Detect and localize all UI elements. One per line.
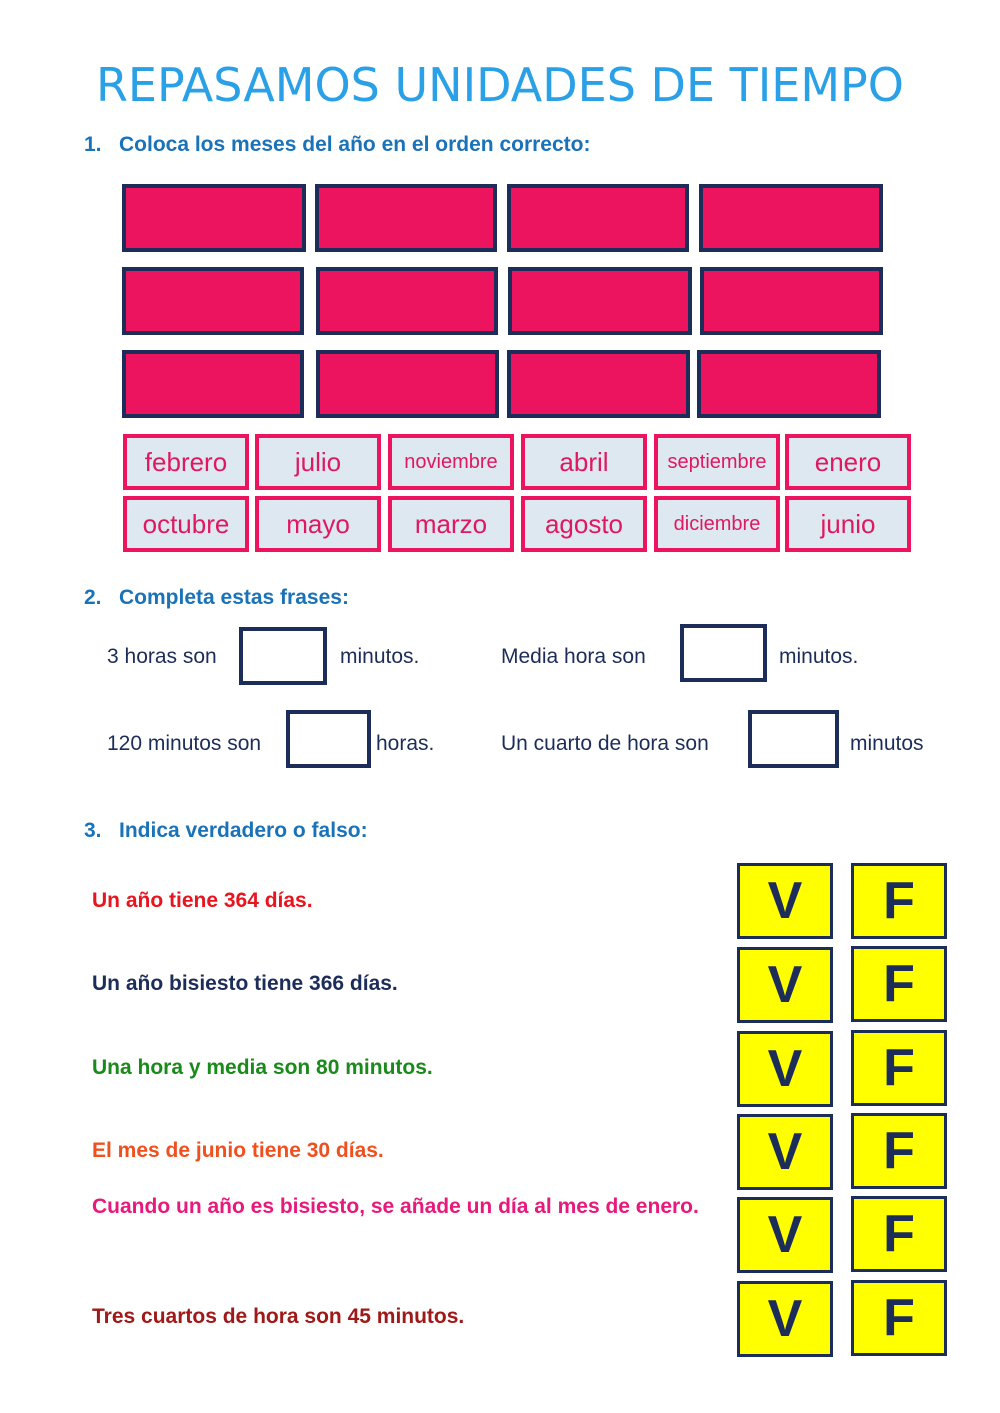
section-instruction: Coloca los meses del año en el orden correcto: [119,133,591,156]
sentence-2-before: Media hora son [501,645,646,668]
true-button[interactable]: V [737,863,833,939]
sentence-1-before: 3 horas son [107,645,217,668]
month-drop-slot-3[interactable] [507,184,689,252]
statement-6: Tres cuartos de hora son 45 minutos. [92,1305,465,1328]
month-drop-slot-12[interactable] [697,350,881,418]
page-title: REPASAMOS UNIDADES DE TIEMPO [95,58,905,112]
month-chip[interactable]: agosto [521,496,647,552]
month-chip[interactable]: julio [255,434,381,490]
sentence-4-before: Un cuarto de hora son [501,732,709,755]
month-drop-slot-6[interactable] [316,267,498,335]
sentence-1-after: minutos. [340,645,420,668]
false-button[interactable]: F [851,863,947,939]
false-button[interactable]: F [851,1280,947,1356]
statement-4: El mes de junio tiene 30 días. [92,1139,384,1162]
section-number: 1. [84,133,102,156]
month-drop-slot-7[interactable] [508,267,692,335]
false-button[interactable]: F [851,1113,947,1189]
month-drop-slot-11[interactable] [507,350,690,418]
statement-2: Un año bisiesto tiene 366 días. [92,972,398,995]
statement-3: Una hora y media son 80 minutos. [92,1056,433,1079]
false-button[interactable]: F [851,1030,947,1106]
false-button[interactable]: F [851,946,947,1022]
month-chip[interactable]: diciembre [654,496,780,552]
true-button[interactable]: V [737,1197,833,1273]
month-chip[interactable]: octubre [123,496,249,552]
month-drop-slot-9[interactable] [122,350,304,418]
month-chip[interactable]: enero [785,434,911,490]
true-button[interactable]: V [737,1281,833,1357]
statement-1: Un año tiene 364 días. [92,889,313,912]
month-drop-slot-10[interactable] [316,350,499,418]
section-2-heading [84,586,349,610]
true-button[interactable]: V [737,947,833,1023]
month-drop-slot-2[interactable] [315,184,497,252]
answer-input-1[interactable] [239,627,327,685]
answer-input-3[interactable] [286,710,371,768]
sentence-2-after: minutos. [779,645,859,668]
month-chip[interactable]: mayo [255,496,381,552]
false-button[interactable]: F [851,1196,947,1272]
section-instruction: Indica verdadero o falso: [119,819,368,842]
month-chip[interactable]: septiembre [654,434,780,490]
true-button[interactable]: V [737,1031,833,1107]
answer-input-2[interactable] [680,624,767,682]
month-chip[interactable]: junio [785,496,911,552]
month-drop-slot-1[interactable] [122,184,306,252]
month-chip[interactable]: marzo [388,496,514,552]
sentence-3-before: 120 minutos son [107,732,262,755]
section-number: 2. [84,586,102,609]
month-drop-slot-8[interactable] [700,267,883,335]
month-chip[interactable]: abril [521,434,647,490]
section-instruction: Completa estas frases: [119,586,349,609]
month-chip[interactable]: noviembre [388,434,514,490]
section-3-heading [84,819,368,843]
month-drop-slot-4[interactable] [699,184,883,252]
section-1-heading [84,133,590,157]
month-drop-slot-5[interactable] [122,267,304,335]
section-number: 3. [84,819,102,842]
answer-input-4[interactable] [748,710,839,768]
statement-5: Cuando un año es bisiesto, se añade un día al mes de enero. [92,1195,699,1218]
month-chip[interactable]: febrero [123,434,249,490]
sentence-3-after: horas. [376,732,435,755]
true-button[interactable]: V [737,1114,833,1190]
sentence-4-after: minutos [850,732,924,755]
